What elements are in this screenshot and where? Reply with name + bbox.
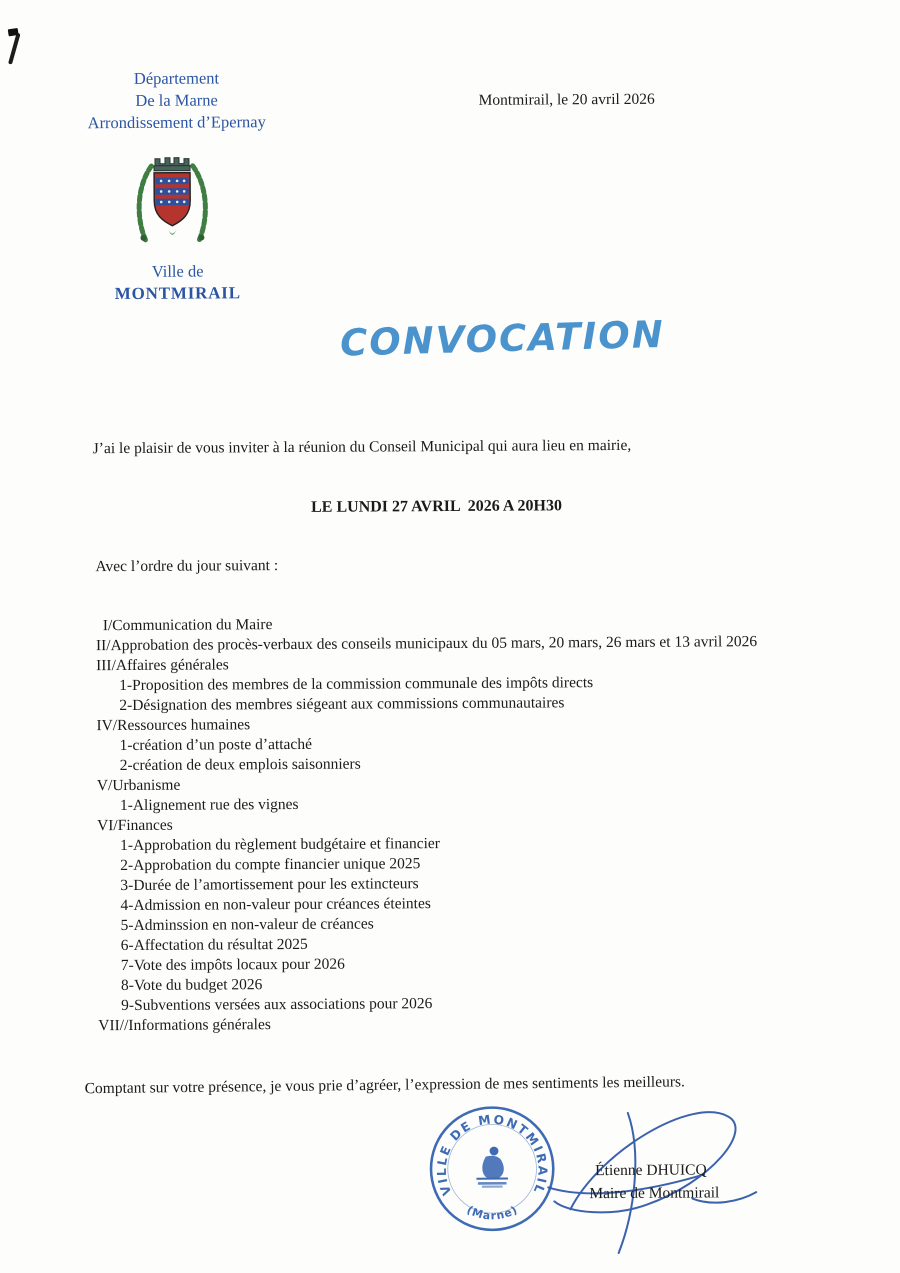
agenda-item: V/Urbanisme bbox=[96, 776, 181, 795]
closing-paragraph: Comptant sur votre présence, je vous prie d’agréer, l’expression de mes sentiments les meilleurs. bbox=[84, 1073, 685, 1098]
coat-of-arms-icon bbox=[131, 145, 214, 249]
department-block bbox=[58, 67, 294, 134]
meeting-datetime: LE LUNDI 27 AVRIL 2026 A 20H30 bbox=[311, 497, 563, 516]
agenda-item: VI/Finances bbox=[96, 816, 173, 835]
agenda-item: II/Approbation des procès-verbaux des conseils municipaux du 05 mars, 20 mars, 26 mars et 13 avril 2026 bbox=[95, 633, 758, 655]
city-label-line1: Ville de bbox=[151, 261, 204, 281]
city-label-block bbox=[60, 261, 296, 304]
agenda-item: III/Affaires générales bbox=[96, 656, 229, 675]
place-and-date: Montmirail, le 20 avril 2026 bbox=[478, 90, 655, 109]
intro-paragraph: J’ai le plaisir de vous inviter à la réunion du Conseil Municipal qui aura lieu en mairie, bbox=[92, 436, 632, 458]
agenda-item: 6-Affectation du résultat 2025 bbox=[120, 935, 308, 955]
agenda-item: 7-Vote des impôts locaux pour 2026 bbox=[120, 955, 345, 975]
agenda-item: 1-Approbation du règlement budgétaire et financier bbox=[120, 835, 440, 855]
agenda-item: 1-Proposition des membres de la commission communale des impôts directs bbox=[119, 674, 594, 695]
agenda-item: 1-Alignement rue des vignes bbox=[119, 795, 299, 815]
city-stamp-icon bbox=[423, 1099, 562, 1238]
stamp-city-text: VILLE DE MONTMIRAIL bbox=[434, 1112, 550, 1198]
svg-text:(Marne) bbox=[465, 1203, 521, 1223]
scan-artifact bbox=[8, 29, 24, 69]
stamp-department-text: (Marne) bbox=[464, 1203, 521, 1223]
agenda-item: 8-Vote du budget 2026 bbox=[120, 976, 263, 995]
agenda-item: IV/Ressources humaines bbox=[96, 716, 251, 735]
agenda-intro: Avec l’ordre du jour suivant : bbox=[95, 557, 279, 576]
signer-name: Étienne DHUICQ bbox=[595, 1161, 707, 1180]
city-label-line2: MONTMIRAIL bbox=[114, 283, 241, 304]
agenda-item: 2-Approbation du compte financier unique 2025 bbox=[120, 855, 421, 875]
agenda-item: 4-Admission en non-valeur pour créances éteintes bbox=[120, 895, 431, 915]
agenda-item: 1-création d’un poste d’attaché bbox=[119, 735, 312, 755]
department-line: Département bbox=[133, 68, 220, 88]
department-line: Arrondissement d’Epernay bbox=[87, 112, 266, 133]
signer-role: Maire de Montmirail bbox=[589, 1184, 720, 1203]
agenda-item: VII//Informations générales bbox=[98, 1016, 271, 1035]
agenda-item: 3-Durée de l’amortissement pour les extincteurs bbox=[120, 875, 419, 895]
agenda-item: 5-Adminssion en non-valeur de créances bbox=[120, 915, 374, 935]
document-title: CONVOCATION bbox=[339, 312, 666, 365]
agenda-item: 2-création de deux emplois saisonniers bbox=[119, 755, 361, 775]
agenda-item: 2-Désignation des membres siégeant aux commissions communautaires bbox=[119, 694, 565, 715]
agenda-item: I/Communication du Maire bbox=[102, 616, 273, 635]
department-line: De la Marne bbox=[135, 90, 218, 110]
stamp-emblem bbox=[476, 1147, 508, 1187]
agenda-list bbox=[96, 612, 760, 1036]
agenda-item: 9-Subventions versées aux associations pour 2026 bbox=[121, 995, 433, 1015]
